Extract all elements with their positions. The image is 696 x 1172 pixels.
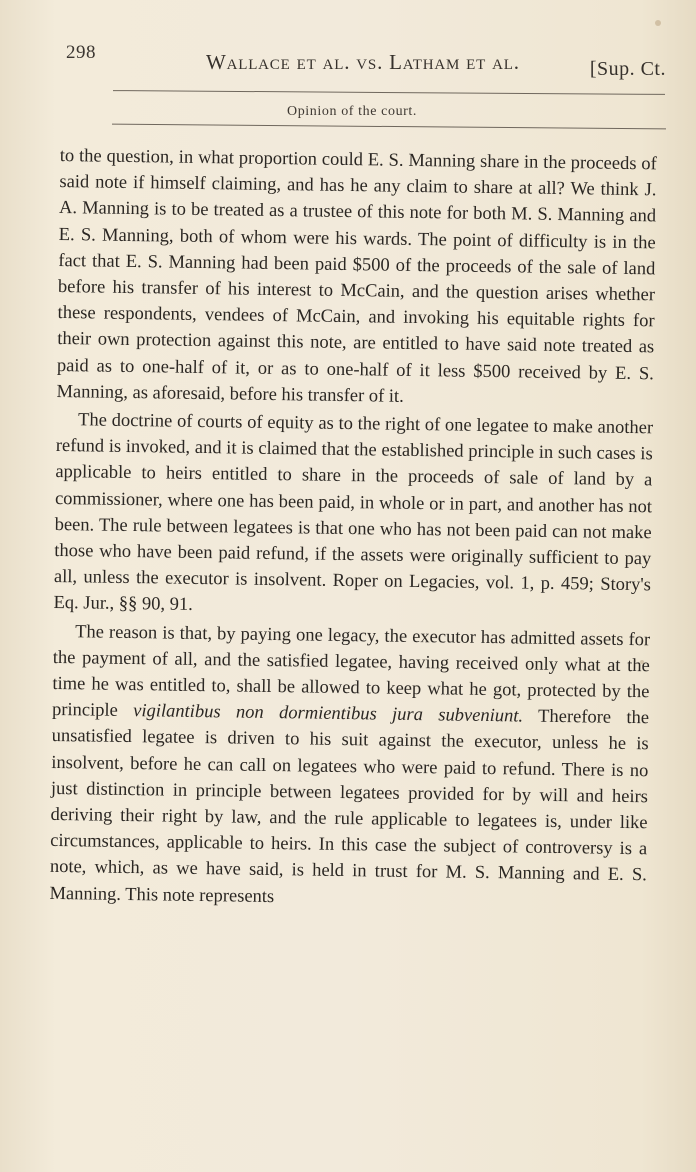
opinion-body (49, 143, 657, 915)
paper-spot (655, 20, 661, 26)
page-number: 298 (66, 42, 96, 63)
paper-spot (640, 660, 644, 664)
paragraph-3-text-after: Therefore the unsatisfied legatee is driven to his suit against the executor, unless he is insolvent, before he can call on legatees who were paid to refund. There is no just distinction in principle between legatees provided for by will and heirs deriving their right by law, and the rule applicable to legatees is, under like circumstances, applicable to heirs. In this case the subject of controversy is a note, which, as we have said, is held in trust for M. S. Manning and E. S. Manning. This note represents (49, 706, 650, 907)
paragraph-1: to the question, in what proportion could E. S. Manning share in the proceeds of said note if himself claiming, and has he any claim to share at all? We think J. A. Manning is to be treated as a trustee of this note for both M. S. Manning and E. S. Manning, both of whom were his wards. The point of difficulty is in the fact that E. S. Manning had been paid $500 of the proceeds of the sale of land before his transfer of his interest to McCain, and the question arises whether these respondents, vendees of McCain, and invoking his equitable rights for their own protection against this note, are entitled to have said note treated as paid as to one-half of it, or as to one-half of it less $500 received by E. S. Manning, as aforesaid, before his transfer of it. (56, 145, 657, 407)
paragraph-3 (49, 619, 650, 916)
running-title: Wallace et al. vs. Latham et al. (206, 50, 520, 74)
paragraph-3-text-before: The reason is that, by paying one legacy, the executor has admitted assets for the payment of all, and the satisfied legatee, having received only what at the time he was entitled to, shall be allowed to keep what he got, protected by the principle (51, 621, 651, 722)
header-rule-bottom (112, 124, 666, 130)
latin-maxim: vigilantibus non dormientibus jura subveniunt. (133, 701, 524, 727)
court-label: [Sup. Ct. (589, 58, 666, 80)
paragraph-2: The doctrine of courts of equity as to the right of one legatee to make another refund is invoked, and it is claimed that the established principle in such cases is applicable to heirs entitled to share in the proceeds of sale of land by a commissioner, where one has been paid, in whole or in part, and another has not been. The rule between legatees is that one who has not been paid can not make those who have been paid refund, if the assets were originally sufficient to pay all, unless the executor is insolvent. Roper on Legacies, vol. 1, p. 459; Story's Eq. Jur., §§ 90, 91. (53, 410, 654, 616)
page-header (66, 42, 666, 82)
header-rule-top (113, 90, 665, 95)
opinion-subheading: Opinion of the court. (287, 104, 418, 119)
